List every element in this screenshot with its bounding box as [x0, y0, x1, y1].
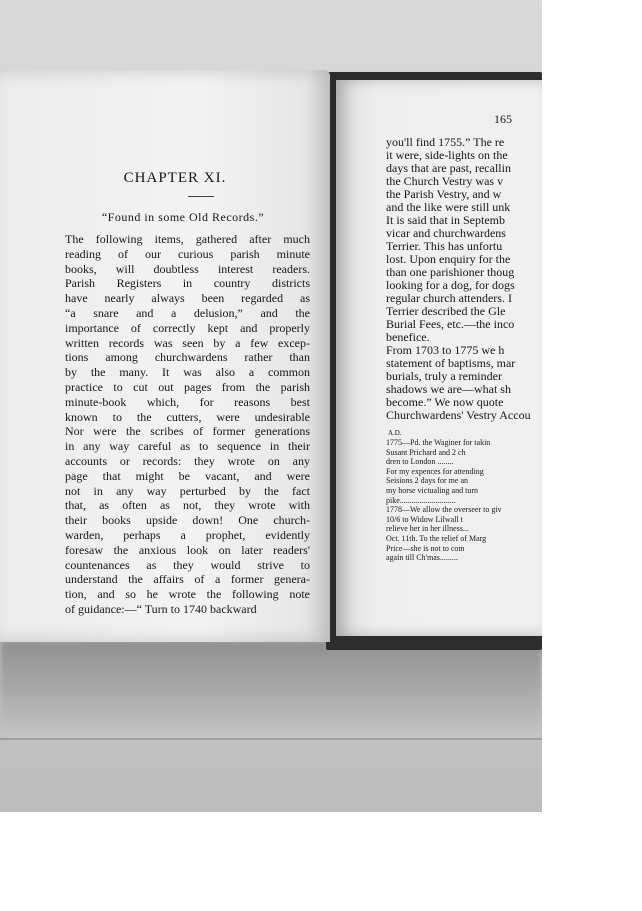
text-line: my horse victualing and turn	[386, 485, 478, 495]
table-shadow	[0, 640, 542, 740]
text-line: From 1703 to 1775 we h	[386, 343, 505, 357]
text-line: that, as often as not, they wrote with	[65, 498, 310, 513]
text-line: 10/6 to Widow Lilwall t	[386, 514, 463, 524]
text-line: “a snare and a delusion,” and the	[65, 305, 310, 320]
text-line: of guidance:—“ Turn to 1740 backward	[65, 601, 257, 616]
chapter-title: CHAPTER XI.	[123, 170, 227, 186]
left-page	[0, 70, 330, 642]
section-title: “Found in some Old Records.”	[101, 210, 265, 224]
text-line: countenances as they would strive to	[65, 557, 310, 572]
text-line: relieve her in her illness...	[386, 524, 469, 534]
text-line: regular church attenders. I	[386, 291, 512, 305]
text-line: benefice.	[386, 330, 430, 344]
left-page-body	[65, 232, 310, 617]
text-line: Susant Prichard and 2 ch	[386, 447, 466, 457]
text-line: books, will doubtless interest readers.	[65, 261, 310, 276]
text-line: than one parishioner thoug	[386, 265, 515, 279]
text-line: become.” We now quote	[386, 395, 504, 409]
text-line: A.D.	[388, 429, 402, 437]
text-line: statement of baptisms, mar	[386, 356, 516, 370]
text-line: in any way careful as to sequence in their	[65, 439, 310, 454]
text-line: For my expences for attending	[386, 466, 484, 476]
text-line: and the like were still unk	[386, 200, 511, 214]
text-line: Oct. 11th. To the relief of Marg	[386, 533, 487, 543]
text-line: Burial Fees, etc.—the inco	[386, 317, 515, 331]
page-number: 165	[494, 112, 512, 126]
text-line: written records was seen by a few excep-	[65, 335, 310, 350]
text-line: lost. Upon enquiry for the	[386, 252, 511, 266]
text-line: the Church Vestry was v	[386, 174, 504, 188]
text-line: The following items, gathered after much	[65, 232, 310, 246]
text-line: Churchwardens' Vestry Accou	[386, 408, 531, 422]
text-line: Terrier. This has unfortu	[386, 239, 503, 253]
text-line: their books upside down! One church-	[65, 513, 310, 528]
text-line: foresaw the anxious look on later readers'	[65, 542, 310, 557]
text-line: not in any way perturbed by the fact	[65, 483, 310, 498]
text-line: 1778—We allow the overseer to giv	[386, 505, 502, 515]
text-line: pike............................	[386, 495, 456, 505]
right-page	[336, 80, 542, 636]
title-divider	[188, 196, 214, 197]
text-line: by the many. It was also a common	[65, 365, 310, 380]
text-line: the Parish Vestry, and w	[386, 187, 502, 201]
text-line: page that might be vacant, and were	[65, 468, 310, 483]
text-line: dren to London ........	[386, 457, 454, 467]
text-line: vicar and churchwardens	[386, 226, 506, 240]
text-line: practice to cut out pages from the parish	[65, 379, 310, 394]
text-line: Seisions 2 days for me an	[386, 476, 468, 486]
text-line: 1775—Pd. the Waginer for takin	[386, 438, 491, 447]
text-line: Price—she is not to com	[386, 543, 465, 553]
text-line: minute-book which, for reasons best	[65, 394, 310, 409]
text-line: tions among churchwardens rather than	[65, 350, 310, 365]
text-line: you'll find 1755.” The re	[386, 135, 505, 149]
text-line: reading of our curious parish minute	[65, 246, 310, 261]
text-line: accounts or records: they wrote on any	[65, 453, 310, 468]
text-line: importance of correctly kept and properly	[65, 320, 310, 335]
text-line: shadows we are—what sh	[386, 382, 511, 396]
text-line: again till Ch'mas.........	[386, 553, 458, 563]
text-line: known to the cutters, were undesirable	[65, 409, 310, 424]
text-line: burials, truly a reminder	[386, 369, 502, 383]
text-line: looking for a dog, for dogs	[386, 278, 515, 292]
text-line: Nor were the scribes of former generations	[65, 424, 310, 439]
text-line: have nearly always been regarded as	[65, 291, 310, 306]
text-line: days that are past, recallin	[386, 161, 511, 175]
text-line: It is said that in Septemb	[386, 213, 505, 227]
text-line: Terrier described the Gle	[386, 304, 506, 318]
text-line: Parish Registers in country districts	[65, 276, 310, 291]
table-edge	[0, 738, 542, 740]
right-page-body	[386, 136, 542, 563]
text-line: tion, and so he wrote the following note	[65, 587, 310, 602]
text-line: it were, side-lights on the	[386, 148, 508, 162]
text-line: warden, perhaps a prophet, evidently	[65, 527, 310, 542]
text-line: understand the affairs of a former genera-	[65, 572, 310, 587]
